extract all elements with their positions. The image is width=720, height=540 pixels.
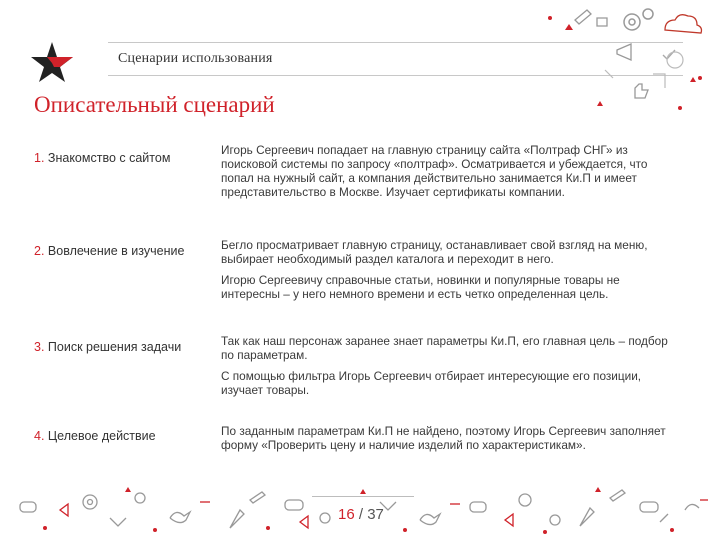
section-title: Сценарии использования xyxy=(118,51,273,66)
bird-icon xyxy=(170,504,699,524)
doodle-cluster-top xyxy=(535,0,720,120)
stage-label-3 xyxy=(34,339,204,355)
gear-icon xyxy=(83,494,531,509)
pencil-icon xyxy=(250,490,625,503)
current-page: 16 xyxy=(338,506,355,523)
total-pages: 37 xyxy=(367,506,384,523)
description-paragraph: Игорю Сергеевичу справочные статьи, новинки и популярные товары не интересны – у него немного времени и есть четко определенная цель. xyxy=(221,273,620,301)
stage-label-1 xyxy=(34,150,204,166)
rocket-icon xyxy=(230,508,594,528)
stage-text: Вовлечение в изучение xyxy=(47,244,185,258)
thumbs-up-icon xyxy=(635,84,648,98)
stage-description-4 xyxy=(221,424,676,459)
star-logo-icon xyxy=(28,40,76,84)
description-paragraph: Игорь Сергеевич попадает на главную страницу сайта «Полтраф СНГ» из поисковой системы по запросу «полтраф». Осматривается и убеждается, что попал на нужный сайт, а компания действительно занимается Ки.П и имеет представительство в Москве. Изучает сертификаты компании. xyxy=(221,143,648,199)
stage-label-2 xyxy=(34,243,204,259)
description-paragraph: С помощью фильтра Игорь Сергеевич отбирает интересующие его позиции, изучает товары. xyxy=(221,369,642,397)
description-paragraph: Бегло просматривает главную страницу, останавливает свой взгляд на меню, выбирает необходимый раздел каталога и переходит в него. xyxy=(221,238,648,266)
megaphone-icon xyxy=(617,44,631,60)
stage-number: 4. xyxy=(34,429,45,443)
stage-number: 3. xyxy=(34,340,45,354)
page-title: Описательный сценарий xyxy=(34,92,275,117)
doodle-band-bottom xyxy=(0,480,720,540)
stage-number: 2. xyxy=(34,244,45,258)
pencil-icon xyxy=(575,10,607,26)
stage-description-1 xyxy=(221,143,676,206)
stage-description-2 xyxy=(221,238,676,308)
stage-number: 1. xyxy=(34,151,45,165)
stage-text: Поиск решения задачи xyxy=(47,340,182,354)
gear-icon xyxy=(624,9,653,30)
page-separator: / xyxy=(358,506,364,523)
stage-text: Целевое действие xyxy=(47,429,156,443)
cloud-icon xyxy=(665,15,702,33)
stage-text: Знакомство с сайтом xyxy=(47,151,171,165)
description-paragraph: По заданным параметрам Ки.П не найдено, поэтому Игорь Сергеевич заполняет форму «Проверить цену и наличие изделий по характеристикам». xyxy=(221,424,666,452)
stage-label-4 xyxy=(34,428,204,444)
stage-description-3 xyxy=(221,334,676,404)
description-paragraph: Так как наш персонаж заранее знает параметры Ки.П, его главная цель – подбор по параметрам. xyxy=(221,334,668,362)
